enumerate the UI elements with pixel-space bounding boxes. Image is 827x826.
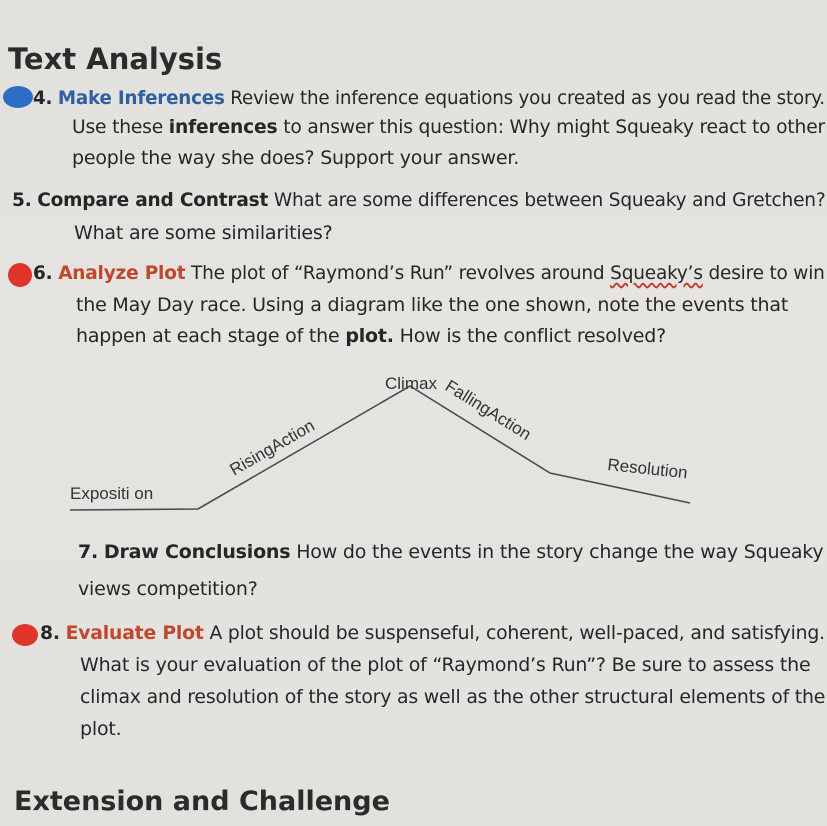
falling-action-label: FallingAction — [441, 376, 535, 444]
question-skill: Draw Conclusions — [103, 541, 291, 563]
red-marker-dot — [12, 624, 38, 646]
question-4-line-2: Use these inferences to answer this question: Why might Squeaky react to other — [72, 116, 826, 138]
section-heading: Extension and Challenge — [14, 786, 390, 817]
question-4-line-1: 4. Make Inferences Review the inference equations you created as you read the story. — [33, 87, 825, 109]
page-title: Text Analysis — [8, 42, 223, 76]
exposition-label: Expositi on — [70, 484, 154, 503]
rising-action-label: RisingAction — [226, 415, 318, 480]
question-6-line-3: happen at each stage of the plot. How is the conflict resolved? — [76, 325, 667, 347]
question-4-line-3: people the way she does? Support your answer. — [72, 147, 520, 169]
question-skill: Evaluate Plot — [65, 622, 204, 644]
question-skill: Compare and Contrast — [37, 189, 269, 211]
plot-line — [70, 386, 690, 510]
question-7-line-2: views competition? — [78, 578, 258, 600]
question-skill: Make Inferences — [57, 87, 225, 109]
question-5-line-1: 5. Compare and Contrast What are some differences between Squeaky and Gretchen? — [12, 189, 826, 211]
question-8-line-1: 8. Evaluate Plot A plot should be suspenseful, coherent, well-paced, and satisfying. — [40, 622, 825, 644]
question-8-line-4: plot. — [80, 718, 122, 740]
question-number: 4. — [33, 87, 53, 109]
question-8-line-2: What is your evaluation of the plot of “Raymond’s Run”? Be sure to assess the — [80, 654, 811, 676]
spellcheck-underline: Squeaky’s — [610, 262, 703, 284]
question-7-line-1: 7. Draw Conclusions How do the events in the story change the way Squeaky — [78, 541, 824, 563]
question-5-line-2: What are some similarities? — [74, 222, 333, 244]
question-6-line-2: the May Day race. Using a diagram like the one shown, note the events that — [76, 294, 789, 316]
question-6-line-1: 6. Analyze Plot The plot of “Raymond’s Run” revolves around Squeaky’s desire to win — [33, 262, 825, 284]
resolution-label: Resolution — [606, 455, 689, 483]
question-8-line-3: climax and resolution of the story as well as the other structural elements of the — [80, 686, 826, 708]
question-skill: Analyze Plot — [58, 262, 186, 284]
climax-label: Climax — [385, 374, 437, 393]
